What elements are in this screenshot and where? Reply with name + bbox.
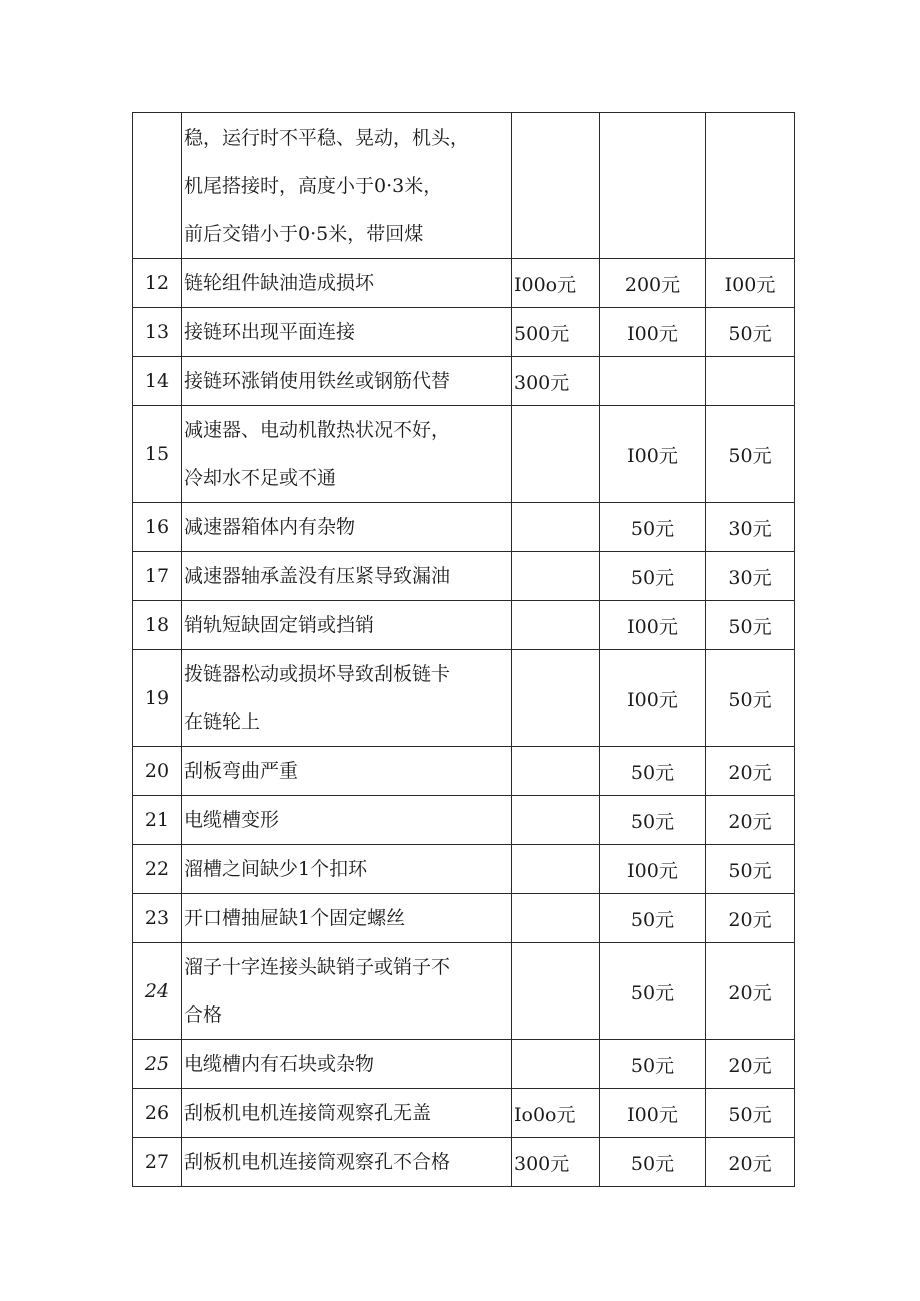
fine-level-2: I00元 xyxy=(600,406,706,503)
description-line: 开口槽抽屉缺1个固定螺丝 xyxy=(184,907,406,929)
fine-level-3: 50元 xyxy=(706,1089,795,1138)
fine-level-3: 50元 xyxy=(706,601,795,650)
fine-level-3: 30元 xyxy=(706,552,795,601)
description-lines xyxy=(184,650,511,746)
fine-level-1 xyxy=(512,1040,600,1089)
table-row xyxy=(133,308,795,357)
row-number: 20 xyxy=(133,747,182,796)
table-row xyxy=(133,357,795,406)
description-lines xyxy=(184,1040,511,1088)
fine-level-3: 20元 xyxy=(706,943,795,1040)
fine-level-1 xyxy=(512,943,600,1040)
description-lines xyxy=(184,894,511,942)
description-lines xyxy=(184,503,511,551)
fine-level-2: 50元 xyxy=(600,1040,706,1089)
item-description xyxy=(182,650,512,747)
fine-level-3: 50元 xyxy=(706,650,795,747)
row-number: 26 xyxy=(133,1089,182,1138)
description-lines xyxy=(184,259,511,307)
description-lines xyxy=(184,747,511,795)
row-number: 21 xyxy=(133,796,182,845)
fine-level-3: 20元 xyxy=(706,1040,795,1089)
description-line: 接链环出现平面连接 xyxy=(184,321,356,343)
penalty-table xyxy=(132,112,795,1187)
description-line: 销轨短缺固定销或挡销 xyxy=(184,614,375,636)
description-line: 溜子十字连接头缺销子或销子不 xyxy=(184,956,451,978)
item-description xyxy=(182,601,512,650)
description-line: 链轮组件缺油造成损坏 xyxy=(184,272,375,294)
description-lines xyxy=(184,845,511,893)
description-line: 拨链器松动或损坏导致刮板链卡 xyxy=(184,663,451,685)
row-number: 17 xyxy=(133,552,182,601)
fine-level-3: I00元 xyxy=(706,259,795,308)
fine-level-3 xyxy=(706,113,795,259)
fine-level-1: I00o元 xyxy=(512,259,600,308)
table-row xyxy=(133,796,795,845)
table-row xyxy=(133,503,795,552)
description-line: 电缆槽内有石块或杂物 xyxy=(184,1053,375,1075)
description-line: 合格 xyxy=(184,1004,223,1026)
description-line: 接链环涨销使用铁丝或钢筋代替 xyxy=(184,370,451,392)
description-line: 机尾搭接时，高度小于0·3米， xyxy=(184,174,443,197)
description-lines xyxy=(184,1089,511,1137)
description-lines xyxy=(184,114,511,258)
fine-level-1: 300元 xyxy=(512,1138,600,1187)
item-description xyxy=(182,796,512,845)
fine-level-2: 50元 xyxy=(600,747,706,796)
table-row xyxy=(133,1089,795,1138)
description-line: 减速器轴承盖没有压紧导致漏油 xyxy=(184,565,451,587)
fine-level-2 xyxy=(600,113,706,259)
row-number: 18 xyxy=(133,601,182,650)
table-row xyxy=(133,1138,795,1187)
item-description xyxy=(182,406,512,503)
description-line: 电缆槽变形 xyxy=(184,809,280,831)
item-description xyxy=(182,1040,512,1089)
table-row xyxy=(133,601,795,650)
description-line: 减速器箱体内有杂物 xyxy=(184,516,356,538)
fine-level-1: Io0o元 xyxy=(512,1089,600,1138)
fine-level-1 xyxy=(512,894,600,943)
row-number: 13 xyxy=(133,308,182,357)
fine-level-2: 50元 xyxy=(600,552,706,601)
description-line: 冷却水不足或不通 xyxy=(184,467,337,489)
table-row xyxy=(133,650,795,747)
table-row xyxy=(133,259,795,308)
fine-level-2: I00元 xyxy=(600,845,706,894)
item-description xyxy=(182,308,512,357)
fine-level-3: 50元 xyxy=(706,406,795,503)
table-row xyxy=(133,894,795,943)
item-description xyxy=(182,113,512,259)
fine-level-1 xyxy=(512,796,600,845)
fine-level-2: I00元 xyxy=(600,650,706,747)
item-description xyxy=(182,845,512,894)
table-row xyxy=(133,113,795,259)
fine-level-1 xyxy=(512,552,600,601)
description-lines xyxy=(184,357,511,405)
description-line: 刮板弯曲严重 xyxy=(184,760,299,782)
item-description xyxy=(182,747,512,796)
fine-level-3: 50元 xyxy=(706,845,795,894)
table-body xyxy=(133,113,795,1187)
fine-level-1: 300元 xyxy=(512,357,600,406)
item-description xyxy=(182,552,512,601)
table-row xyxy=(133,406,795,503)
item-description xyxy=(182,1089,512,1138)
table-row xyxy=(133,747,795,796)
item-description xyxy=(182,943,512,1040)
fine-level-2: 50元 xyxy=(600,503,706,552)
fine-level-3: 20元 xyxy=(706,747,795,796)
row-number: 14 xyxy=(133,357,182,406)
fine-level-2: 50元 xyxy=(600,943,706,1040)
description-lines xyxy=(184,406,511,502)
row-number: 25 xyxy=(133,1040,182,1089)
description-line: 前后交错小于0·5米，带回煤 xyxy=(184,222,424,245)
fine-level-2: 50元 xyxy=(600,796,706,845)
row-number: 27 xyxy=(133,1138,182,1187)
fine-level-2: I00元 xyxy=(600,308,706,357)
item-description xyxy=(182,357,512,406)
description-line: 刮板机电机连接筒观察孔不合格 xyxy=(184,1151,451,1173)
fine-level-1 xyxy=(512,601,600,650)
fine-level-2: 200元 xyxy=(600,259,706,308)
row-number: 24 xyxy=(133,943,182,1040)
row-number: 22 xyxy=(133,845,182,894)
fine-level-3: 20元 xyxy=(706,1138,795,1187)
fine-level-3: 30元 xyxy=(706,503,795,552)
row-number: 12 xyxy=(133,259,182,308)
fine-level-2: I00元 xyxy=(600,1089,706,1138)
fine-level-1: 500元 xyxy=(512,308,600,357)
fine-level-2: 50元 xyxy=(600,894,706,943)
description-lines xyxy=(184,1138,511,1186)
description-line: 刮板机电机连接筒观察孔无盖 xyxy=(184,1102,432,1124)
description-line: 减速器、电动机散热状况不好， xyxy=(184,419,451,441)
description-lines xyxy=(184,552,511,600)
item-description xyxy=(182,503,512,552)
table-row xyxy=(133,943,795,1040)
fine-level-3 xyxy=(706,357,795,406)
fine-level-1 xyxy=(512,650,600,747)
fine-level-1 xyxy=(512,503,600,552)
row-number: 16 xyxy=(133,503,182,552)
fine-level-1 xyxy=(512,747,600,796)
fine-level-3: 20元 xyxy=(706,894,795,943)
description-lines xyxy=(184,796,511,844)
fine-level-3: 20元 xyxy=(706,796,795,845)
table-row xyxy=(133,552,795,601)
description-line: 稳，运行时不平稳、晃动，机头， xyxy=(184,126,470,149)
fine-level-1 xyxy=(512,113,600,259)
row-number xyxy=(133,113,182,259)
table-row xyxy=(133,1040,795,1089)
description-line: 在链轮上 xyxy=(184,711,261,733)
fine-level-2 xyxy=(600,357,706,406)
table-row xyxy=(133,845,795,894)
description-lines xyxy=(184,601,511,649)
item-description xyxy=(182,1138,512,1187)
row-number: 19 xyxy=(133,650,182,747)
description-lines xyxy=(184,943,511,1039)
row-number: 15 xyxy=(133,406,182,503)
fine-level-1 xyxy=(512,406,600,503)
fine-level-3: 50元 xyxy=(706,308,795,357)
description-line: 溜槽之间缺少1个扣环 xyxy=(184,858,368,880)
fine-level-2: I00元 xyxy=(600,601,706,650)
fine-level-2: 50元 xyxy=(600,1138,706,1187)
row-number: 23 xyxy=(133,894,182,943)
description-lines xyxy=(184,308,511,356)
item-description xyxy=(182,894,512,943)
item-description xyxy=(182,259,512,308)
fine-level-1 xyxy=(512,845,600,894)
